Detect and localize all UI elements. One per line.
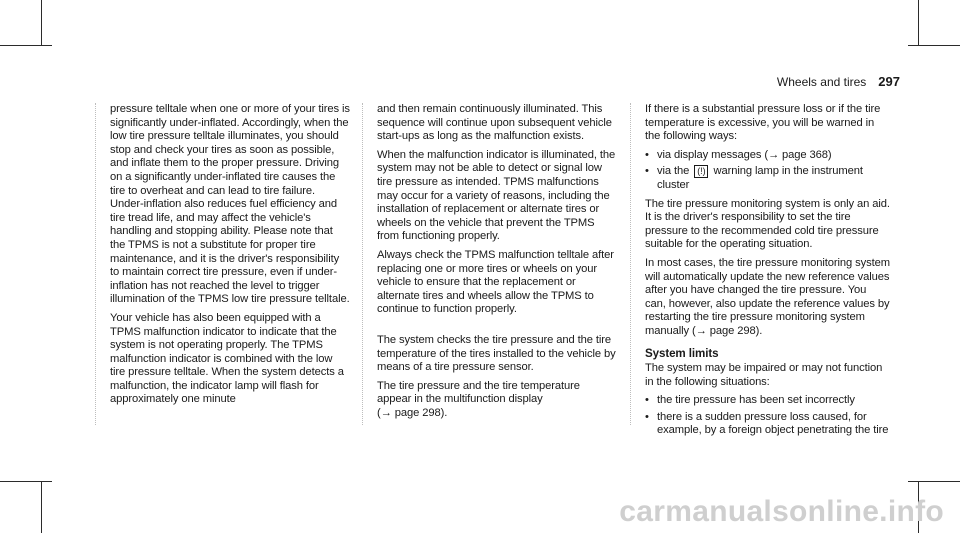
page-header — [777, 74, 900, 89]
list-item — [645, 411, 890, 438]
bullet-icon: • — [645, 165, 649, 178]
list-item-text: via display messages (→ page 368) — [657, 148, 832, 161]
section-heading: System limits — [645, 346, 719, 360]
paragraph: The system checks the tire pressure and the tire temperature of the tires installed to the vehicle by means of a tire pressure sensor. — [377, 333, 616, 374]
paragraph: The tire pressure monitoring system is only an aid. It is the driver's responsibility to set the tire pressure to the recommended cold tire pressure suitable for the operating situation. — [645, 197, 890, 251]
text-column-3 — [645, 103, 890, 443]
crop-mark-top-left-horizontal — [0, 45, 52, 46]
tire-pressure-warning-icon: (!) — [694, 165, 708, 178]
paragraph: If there is a substantial pressure loss or if the tire temperature is excessive, you will be warned in the following ways: — [645, 103, 881, 143]
paragraph: pressure telltale when one or more of your tires is significantly under-inflated. Accordingly, when the low tire pressure telltale illuminates, you should stop and check your tires as soon as possible, and inflate them to the proper pressure. Driving on a significantly under-inflated tire causes the tire to overheat and can lead to tire failure. Under-inflation also reduces fuel efficiency and tire tread life, and may affect the vehicle's handling and stopping ability. Please note that the TPMS is not a substitute for proper tire maintenance, and it is the driver's responsibility to maintain correct tire pressure, even if under-inflation has not reached the level to trigger illumination of the TPMS low tire pressure telltale. — [110, 103, 350, 306]
crop-mark-bottom-left-horizontal — [0, 481, 52, 482]
spacer — [377, 322, 617, 334]
paragraph-text: The tire pressure and the tire temperature appear in the multifunction display — [377, 379, 580, 406]
column-separator-left — [95, 103, 96, 425]
column-separator-right — [630, 103, 631, 425]
list-item-text: there is a sudden pressure loss caused, for example, by a foreign object penetrating the tire — [657, 410, 889, 437]
page-number: 297 — [878, 74, 900, 89]
paragraph — [377, 380, 617, 421]
page-reference-link[interactable]: (→ page 298). — [377, 406, 448, 419]
list-item — [645, 165, 890, 192]
paragraph: and then remain continuously illuminated. This sequence will continue upon subsequent vehicle start-ups as long as the malfunction exists. — [377, 103, 612, 143]
list-item — [645, 149, 890, 163]
crop-mark-top-right-horizontal — [908, 45, 960, 46]
list-item-text: via the — [657, 165, 690, 178]
crop-mark-top-left-vertical — [41, 0, 42, 46]
section-title: Wheels and tires — [776, 75, 867, 89]
column-separator-middle — [362, 103, 363, 425]
paragraph: The system may be impaired or may not function in the following situations: — [645, 362, 883, 388]
paragraph: In most cases, the tire pressure monitoring system will automatically update the new reference values after you have changed the tire pressure. You can, however, also update the reference values by restarting the tire pressure monitoring system manually (→ page 298). — [645, 256, 890, 337]
bullet-icon: • — [645, 394, 649, 407]
text-column-1 — [110, 103, 350, 412]
bullet-icon: • — [645, 410, 649, 423]
crop-mark-bottom-left-vertical — [41, 481, 42, 533]
paragraph: Always check the TPMS malfunction telltale after replacing one or more tires or wheels on your vehicle to ensure that the replacement or alternate tires and wheels allow the TPMS to continue to function properly. — [377, 248, 614, 316]
list-item-text: the tire pressure has been set incorrectly — [657, 394, 855, 407]
crop-mark-top-right-vertical — [918, 0, 919, 46]
crop-mark-bottom-right-horizontal — [908, 481, 960, 482]
list-item — [645, 394, 890, 408]
text-column-2 — [377, 103, 617, 425]
paragraph: Your vehicle has also been equipped with a TPMS malfunction indicator to indicate that the system is not operating properly. The TPMS malfunction indicator is combined with the low tire pressure telltale. When the system detects a malfunction, the indicator lamp will flash for approximately one minute — [110, 311, 344, 406]
bullet-list — [645, 394, 890, 438]
watermark: carmanualsonline.info — [619, 495, 944, 528]
list-item-text: warning lamp in the instrument cluster — [657, 165, 863, 191]
paragraph: When the malfunction indicator is illuminated, the system may not be able to detect or signal low tire pressure as intended. TPMS malfunctions may occur for a variety of reasons, including the installation of replacement or alternate tires or wheels on the vehicle that prevent the TPMS from functioning properly. — [377, 148, 616, 243]
bullet-icon: • — [645, 148, 649, 161]
bullet-list — [645, 149, 890, 193]
